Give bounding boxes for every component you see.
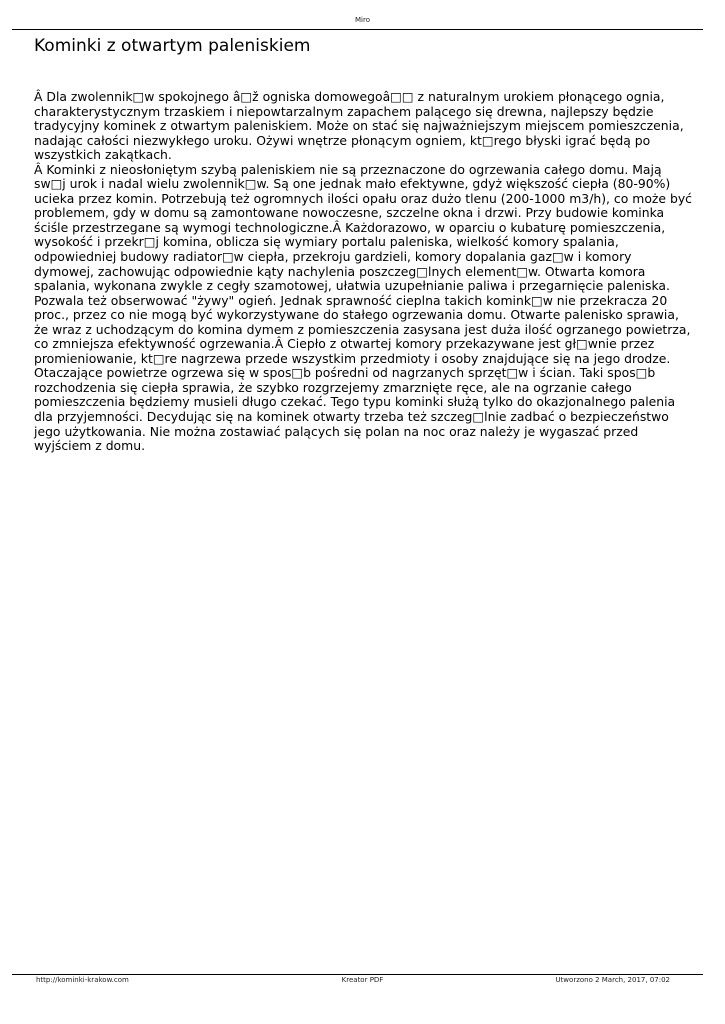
page-header-site-name: Miro [355, 16, 370, 24]
article-body [34, 90, 692, 454]
footer-generator: Kreator PDF [341, 976, 384, 984]
footer-created-date: Utworzono 2 March, 2017, 07:02 [555, 976, 670, 984]
article-paragraph-intro: Â Dla zwolennik□w spokojnego â□ž ogniska domowegoâ□□ z naturalnym urokiem płonącego ognia, charakterystycznym trzaskiem i niepowtarzalnym zapachem palącego się drewna, najlepszy będzie tradycyjny kominek z otwartym paleniskiem. Może on stać się najważniejszym miejscem pomieszczenia, nadając całości niezwykłego uroku. Ożywi wnętrze płonącym ogniem, kt□rego błyski igrać będą po wszystkich zakątkach. [34, 89, 684, 163]
page-title: Kominki z otwartym paleniskiem [34, 36, 311, 56]
article-paragraph-main: Â Kominki z nieosłoniętym szybą paleniskiem nie są przeznaczone do ogrzewania całego domu. Mają sw□j urok i nadal wielu zwolennik□w. Są one jednak mało efektywne, gdyż większość ciepła (80-90%) ucieka przez komin. Potrzebują też ogromnych ilości opału oraz dużo tlenu (200-1000 m3/h), co może być problemem, gdy w domu są zamontowane nowoczesne, szczelne okna i drzwi. Przy budowie kominka ściśle przestrzegane są wymogi technologiczne.Â Każdorazowo, w oparciu o kubaturę pomieszczenia, wysokość i przekr□j komina, oblicza się wymiary portalu paleniska, wielkość komory spalania, odpowiedniej budowy radiator□w ciepła, przekroju gardzieli, komory dopalania gaz□w i komory dymowej, zachowując odpowiednie kąty nachylenia poszczeg□lnych element□w. Otwarta komora spalania, wykonana zwykle z cegły szamotowej, ułatwia uzupełnianie paliwa i przegarnięcie paleniska. Pozwala też obserwować "żywy" ogień. Jednak sprawność cieplna takich komink□w nie przekracza 20 proc., przez co nie mogą być wykorzystywane do stałego ogrzewania domu. Otwarte palenisko sprawia, że wraz z uchodzącym do komina dymem z pomieszczenia zasysana jest duża ilość ogrzanego powietrza, co zmniejsza efektywność ogrzewania.Â Ciepło z otwartej komory przekazywane jest gł□wnie przez promieniowanie, kt□re nagrzewa przede wszystkim przedmioty i osoby znajdujące się na jego drodze. Otaczające powietrze ogrzewa się w spos□b pośredni od nagrzanych sprzęt□w i ścian. Taki spos□b rozchodzenia się ciepła sprawia, że szybko rozgrzejemy zmarznięte ręce, ale na ogrzanie całego pomieszczenia będziemy musieli długo czekać. Tego typu kominki służą tylko do okazjonalnego palenia dla przyjemności. Decydując się na kominek otwarty trzeba też szczeg□lnie zadbać o bezpieczeństwo jego użytkowania. Nie można zostawiać palących się polan na noc oraz należy je wygaszać przed wyjściem z domu. [34, 161, 692, 454]
footer-url-link[interactable]: http://kominki-krakow.com [36, 976, 129, 984]
page-footer [0, 976, 725, 986]
footer-divider [12, 974, 703, 975]
header-divider [12, 29, 703, 30]
